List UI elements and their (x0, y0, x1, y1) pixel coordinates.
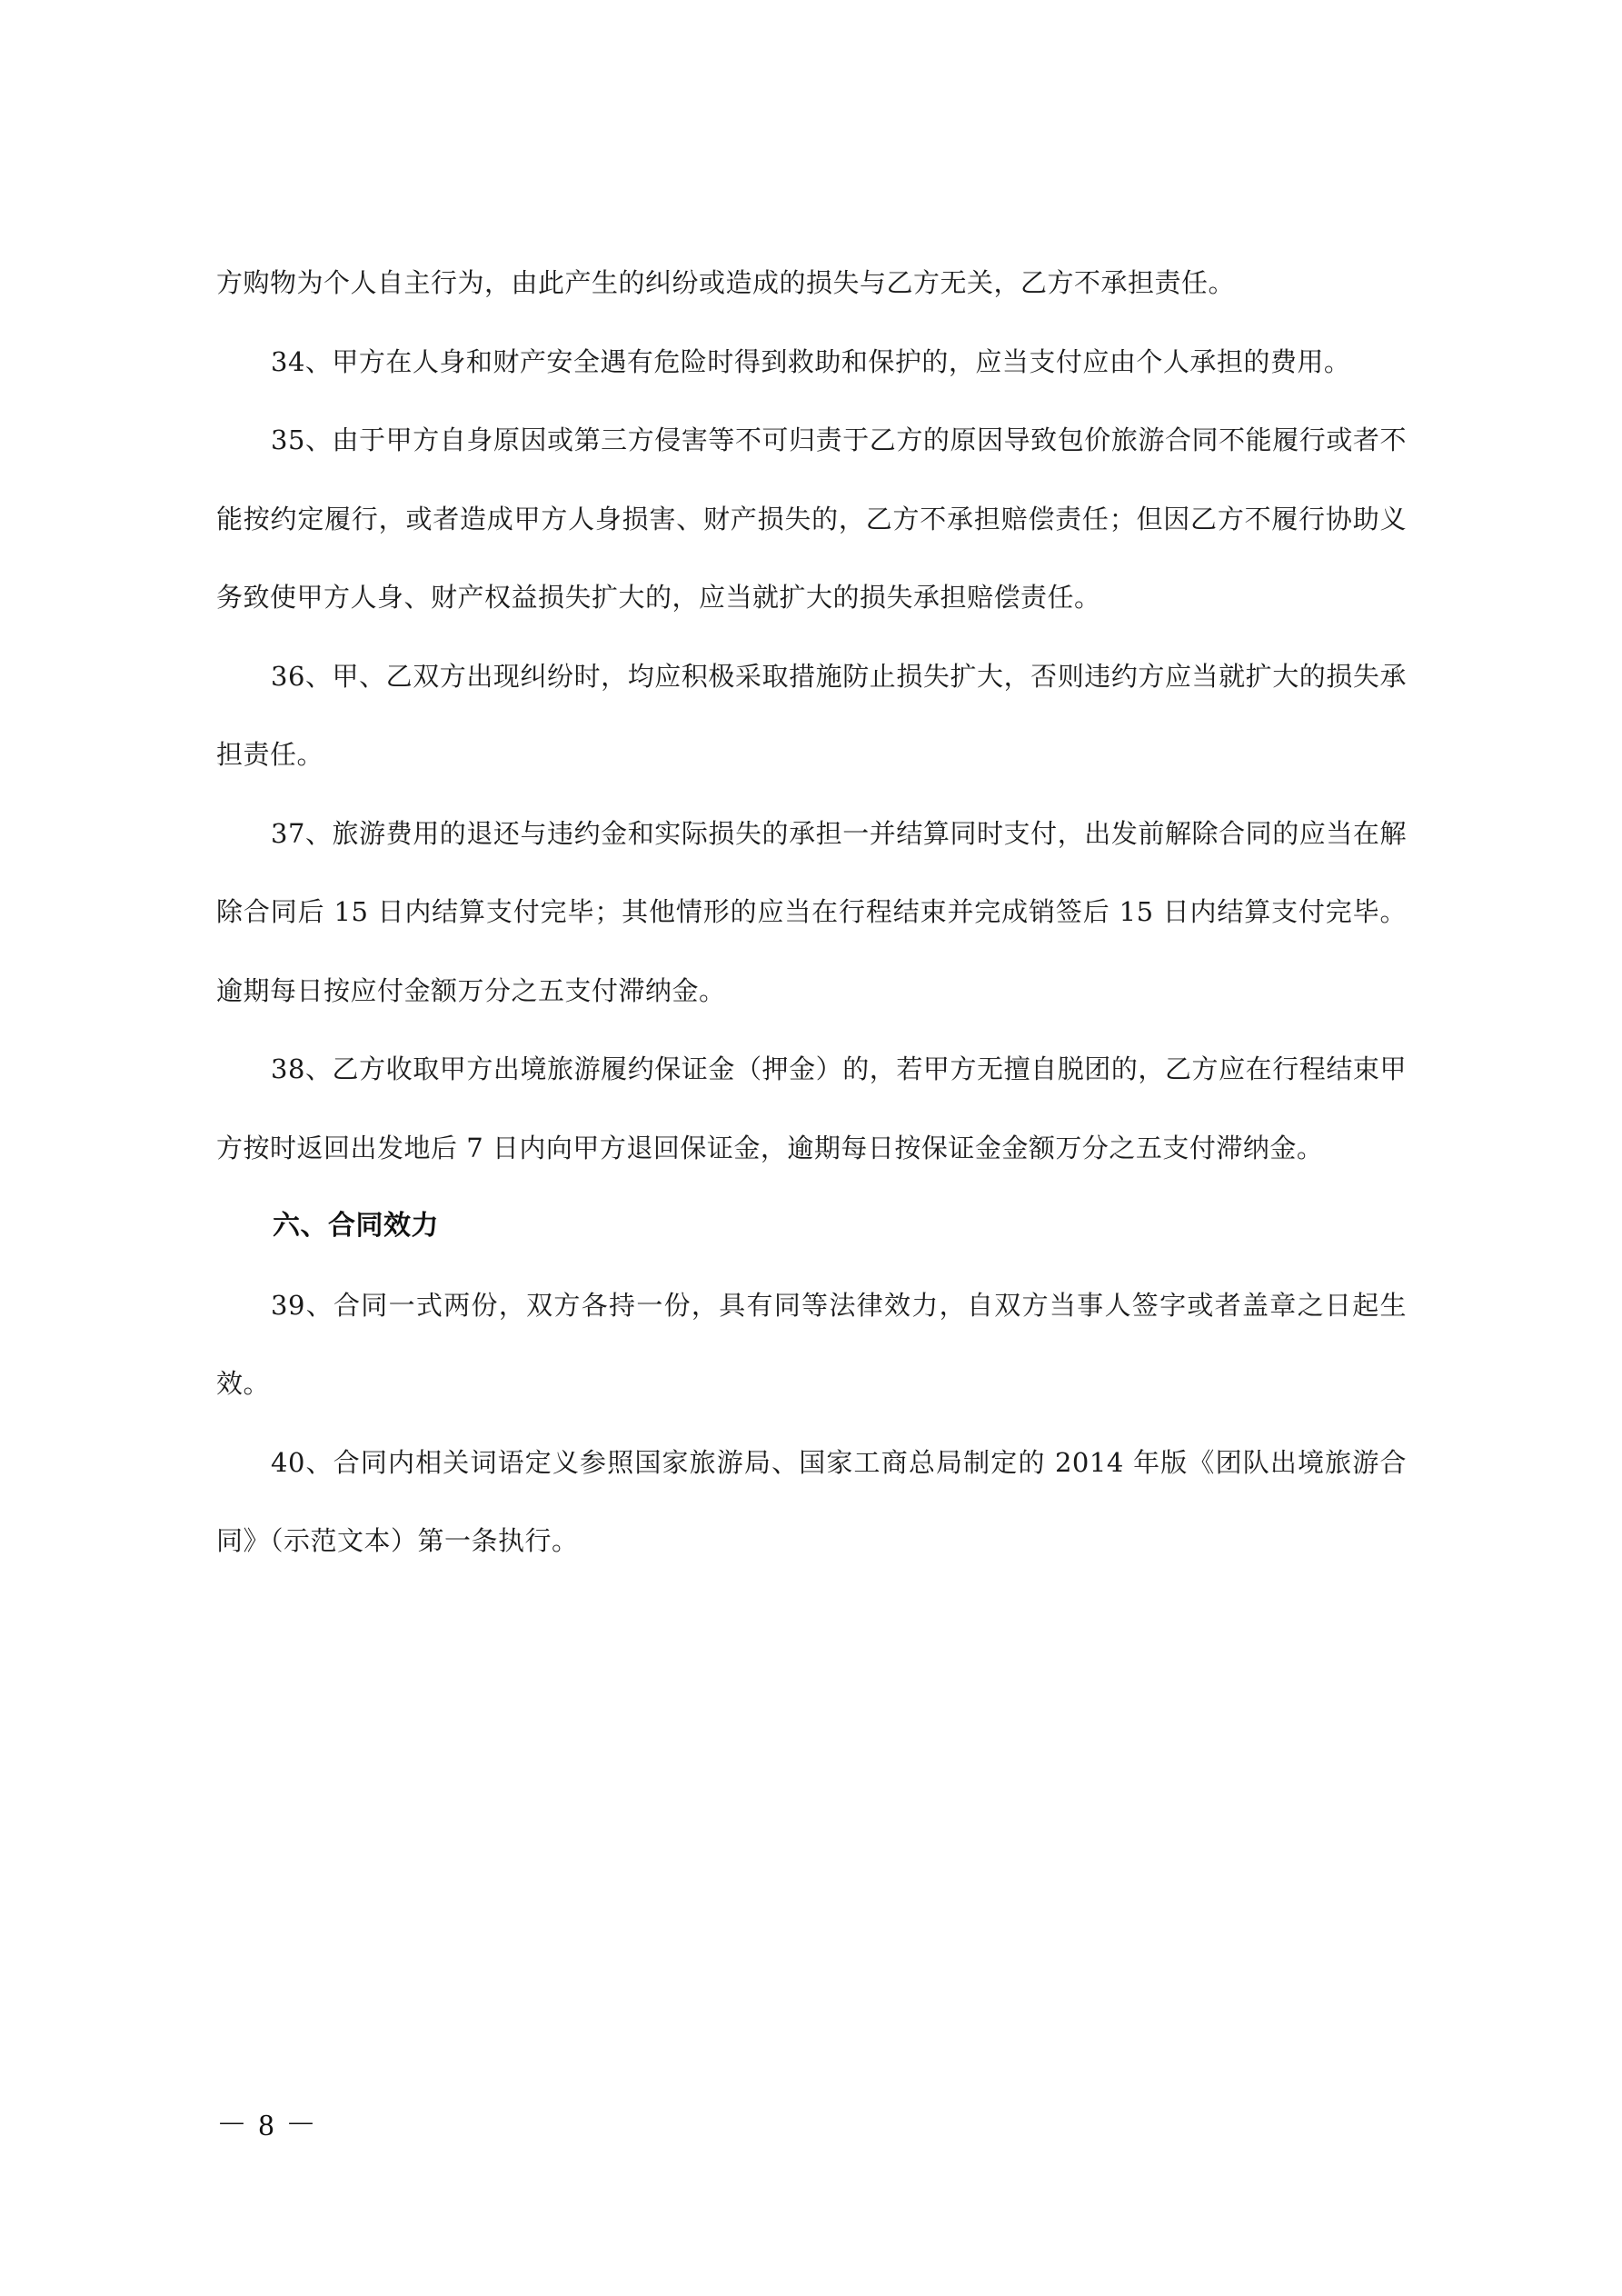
clause-38: 38、乙方收取甲方出境旅游履约保证金（押金）的，若甲方无擅自脱团的，乙方应在行程结束甲方按时返回出发地后 7 日内向甲方退回保证金，逾期每日按保证金金额万分之五支付滞纳金。 (216, 1053, 1407, 1163)
paragraph-continuation-33: 方购物为个人自主行为，由此产生的纠纷或造成的损失与乙方无关，乙方不承担责任。 (216, 267, 1236, 298)
clause-40: 40、合同内相关词语定义参照国家旅游局、国家工商总局制定的 2014 年版《团队出境旅游合同》（示范文本）第一条执行。 (216, 1446, 1407, 1556)
clause-37: 37、旅游费用的退还与违约金和实际损失的承担一并结算同时支付，出发前解除合同的应当在解除合同后 15 日内结算支付完毕；其他情形的应当在行程结束并完成销签后 15 日内结算支付完毕。逾期每日按应付金额万分之五支付滞纳金。 (216, 817, 1407, 1006)
section-heading-contract-validity: 六、合同效力 (273, 1210, 439, 1242)
clause-39: 39、合同一式两份，双方各持一份，具有同等法律效力，自双方当事人签字或者盖章之日起生效。 (216, 1289, 1407, 1399)
document-body (216, 244, 1407, 1581)
clause-35: 35、由于甲方自身原因或第三方侵害等不可归责于乙方的原因导致包价旅游合同不能履行或者不能按约定履行，或者造成甲方人身损害、财产损失的，乙方不承担赔偿责任；但因乙方不履行协助义务致使甲方人身、财产权益损失扩大的，应当就扩大的损失承担赔偿责任。 (216, 424, 1407, 613)
page-number: － 8 － (216, 2109, 318, 2142)
clause-34: 34、甲方在人身和财产安全遇有危险时得到救助和保护的，应当支付应由个人承担的费用。 (271, 345, 1351, 377)
clause-36: 36、甲、乙双方出现纠纷时，均应积极采取措施防止损失扩大，否则违约方应当就扩大的损失承担责任。 (216, 660, 1407, 770)
